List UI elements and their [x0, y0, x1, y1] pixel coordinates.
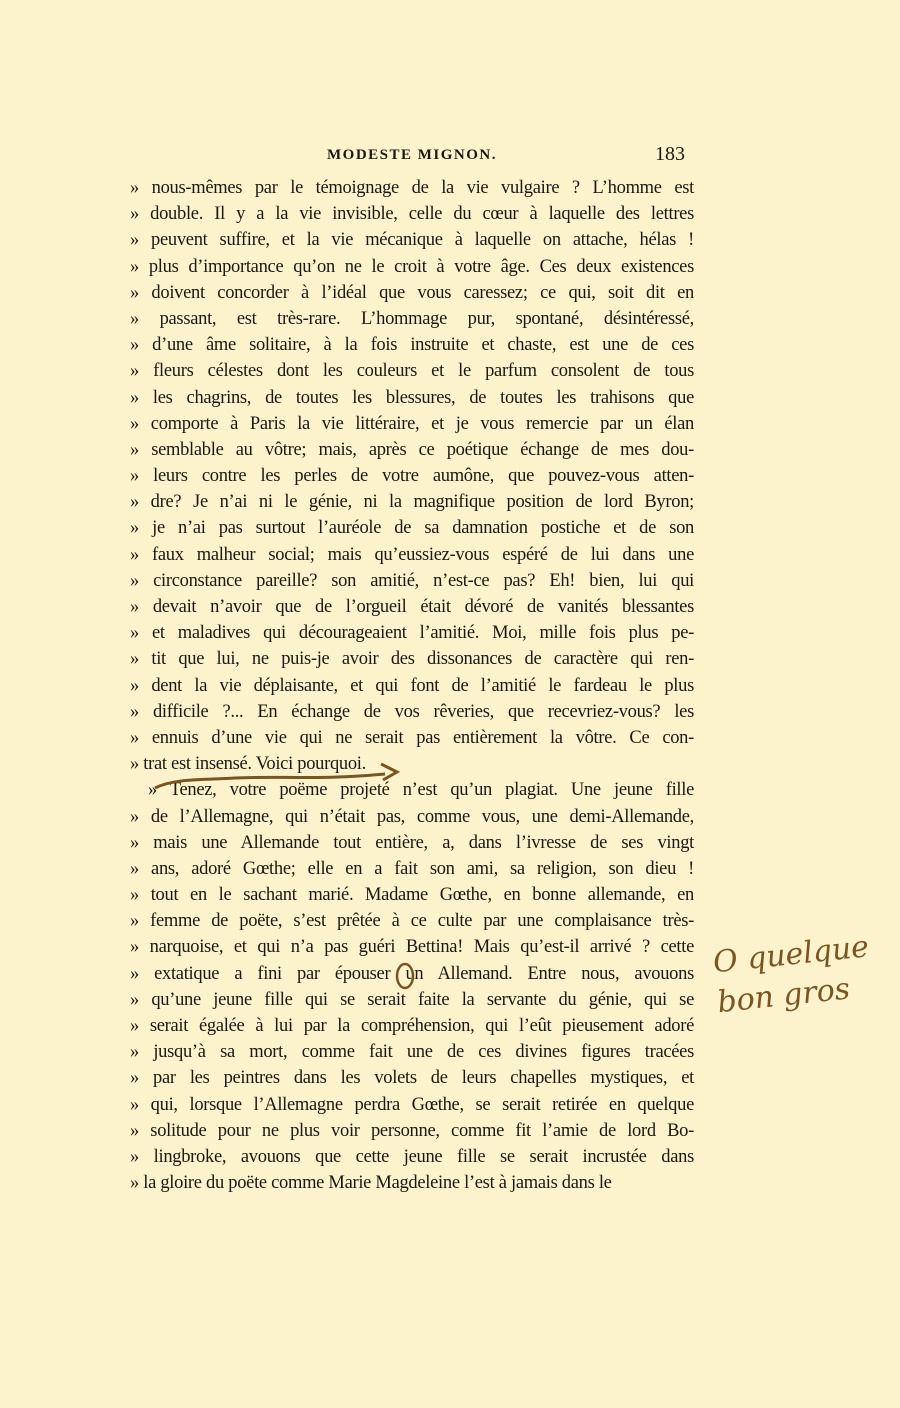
text-line: » peuvent suffire, et la vie mécanique à laquelle on attache, hélas ! — [130, 230, 694, 251]
margin-note-line: O quelque — [711, 929, 871, 981]
margin-note-line: bon gros — [715, 971, 852, 1021]
text-line: » ans, adoré Gœthe; elle en a fait son ami, sa religion, son dieu ! — [130, 858, 694, 879]
text-line: » mais une Allemande tout entière, a, dans l’ivresse de ses vingt — [130, 832, 694, 853]
text-line: » comporte à Paris la vie littéraire, et je vous remercie par un élan — [130, 413, 694, 434]
text-line: » par les peintres dans les volets de leurs chapelles mystiques, et — [130, 1068, 694, 1089]
text-line: » difficile ?... En échange de vos rêveries, que recevriez-vous? les — [130, 701, 694, 722]
text-line: » dre? Je n’ai ni le génie, ni la magnifique position de lord Byron; — [130, 492, 694, 513]
text-line: » nous-mêmes par le témoignage de la vie vulgaire ? L’homme est — [130, 178, 694, 198]
handwritten-margin-note — [711, 927, 878, 1023]
text-line: » extatique a fini par épouser un Allemand. Entre nous, avouons — [130, 963, 694, 984]
text-line: » Tenez, votre poëme projeté n’est qu’un plagiat. Une jeune fille — [148, 780, 694, 801]
text-line: » double. Il y a la vie invisible, celle du cœur à laquelle des lettres — [130, 204, 694, 225]
text-line: » la gloire du poëte comme Marie Magdeleine l’est à jamais dans le — [130, 1173, 612, 1194]
page-number: 183 — [655, 143, 685, 165]
text-line: » passant, est très-rare. L’hommage pur, spontané, désintéressé, — [130, 308, 694, 329]
text-line: » plus d’importance qu’on ne le croit à votre âge. Ces deux existences — [130, 256, 694, 277]
text-line: » fleurs célestes dont les couleurs et le parfum consolent de tous — [130, 361, 694, 382]
text-line: » jusqu’à sa mort, comme fait une de ces divines figures tracées — [130, 1042, 694, 1063]
text-line: » d’une âme solitaire, à la fois instruite et chaste, est une de ces — [130, 335, 694, 356]
running-head: MODESTE MIGNON. — [327, 147, 498, 163]
text-line: » qu’une jeune fille qui se serait faite la servante du génie, qui se — [130, 989, 694, 1010]
text-line: » qui, lorsque l’Allemagne perdra Gœthe, se serait retirée en quelque — [130, 1094, 694, 1115]
text-line: » lingbroke, avouons que cette jeune fille se serait incrustée dans — [130, 1146, 694, 1167]
text-line: » doivent concorder à l’idéal que vous caressez; ce qui, soit dit en — [130, 282, 694, 303]
text-line: » solitude pour ne plus voir personne, comme fit l’amie de lord Bo- — [130, 1120, 694, 1141]
text-line: » tout en le sachant marié. Madame Gœthe, en bonne allemande, en — [130, 885, 694, 906]
text-line: » narquoise, et qui n’a pas guéri Bettina! Mais qu’est-il arrivé ? cette — [130, 937, 694, 958]
text-line: » je n’ai pas surtout l’auréole de sa damnation postiche et de son — [130, 518, 694, 539]
text-line: » dent la vie déplaisante, et qui font de l’amitié le fardeau le plus — [130, 675, 694, 696]
text-line: » femme de poëte, s’est prêtée à ce culte par une complaisance très- — [130, 911, 694, 932]
body-text — [130, 175, 694, 1196]
text-line: » trat est insensé. Voici pourquoi. — [130, 754, 366, 775]
text-line: » semblable au vôtre; mais, après ce poétique échange de mes dou- — [130, 439, 694, 460]
text-line: » faux malheur social; mais qu’eussiez-vous espéré de lui dans une — [130, 544, 694, 565]
text-line: » ennuis d’une vie qui ne serait pas entièrement la vôtre. Ce con- — [130, 727, 694, 748]
handwritten-circle-mark — [393, 960, 417, 992]
text-line: » devait n’avoir que de l’orgueil était dévoré de vanités blessantes — [130, 597, 694, 617]
text-line: » tit que lui, ne puis-je avoir des dissonances de caractère qui ren- — [130, 649, 694, 670]
handwritten-underline-mark — [145, 760, 405, 800]
text-line: » de l’Allemagne, qui n’était pas, comme vous, une demi-Allemande, — [130, 806, 694, 827]
text-line: » circonstance pareille? son amitié, n’est-ce pas? Eh! bien, lui qui — [130, 570, 694, 591]
text-line: » et maladives qui décourageaient l’amitié. Moi, mille fois plus pe- — [130, 623, 694, 644]
text-line: » les chagrins, de toutes les blessures, de toutes les trahisons que — [130, 387, 694, 408]
text-line: » leurs contre les perles de votre aumône, que pouvez-vous atten- — [130, 466, 694, 487]
text-line: » serait égalée à lui par la compréhension, qui l’eût pieusement adoré — [130, 1016, 694, 1036]
